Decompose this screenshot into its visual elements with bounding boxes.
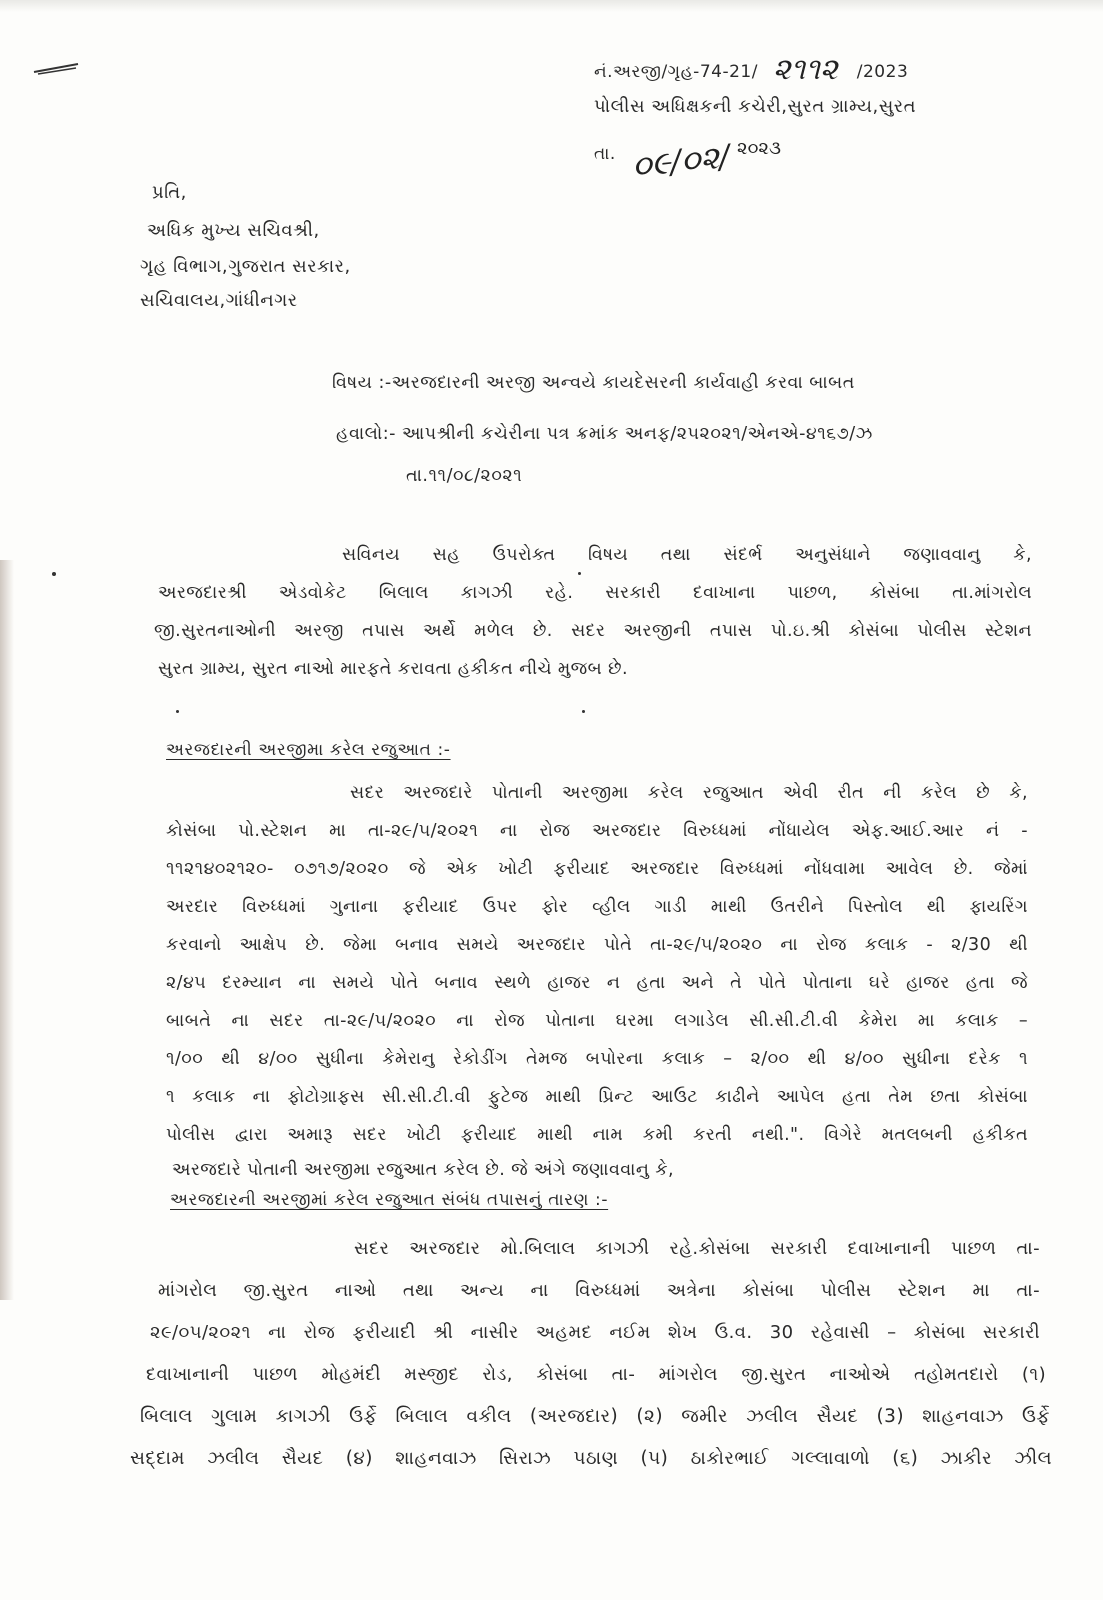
recipient-line: સચિવાલય,ગાંધીનગર xyxy=(140,290,298,311)
intro-line: જી.સુરતનાઓની અરજી તપાસ અર્થે મળેલ છે. સદર અરજીની તપાસ પો.ઇ.શ્રી કોસંબા પોલીસ સ્ટેશન xyxy=(154,621,1032,641)
section2-line: માંગરોલ જી.સુરત નાઓ તથા અન્ય ના વિરુધ્ધમાં અત્રેના કોસંબા પોલીસ સ્ટેશન મા તા- xyxy=(158,1280,1040,1301)
intro-line: સવિનય સહ ઉપરોક્ત વિષય તથા સંદર્ભ અનુસંધાને જણાવવાનુ કે, xyxy=(342,545,1032,565)
section2-line: સદર અરજદાર મો.બિલાલ કાગઝી રહે.કોસંબા સરકારી દવાખાનાની પાછળ તા- xyxy=(354,1238,1040,1259)
intro-line: અરજદારશ્રી એડવોકેટ બિલાલ કાગઝી રહે. સરકારી દવાખાના પાછળ, કોસંબા તા.માંગરોલ xyxy=(158,583,1032,603)
section1-heading: અરજદારની અરજીમા કરેલ રજુઆત :- xyxy=(166,740,451,760)
date-label: તા. xyxy=(594,144,616,164)
section1-line: બાબતે ના સદર તા-૨૯/૫/૨૦૨૦ ના રોજ પોતાના ઘરમા લગાડેલ સી.સી.ટી.વી કેમેરા મા કલાક – xyxy=(166,1011,1028,1031)
section1-line: સદર અરજદારે પોતાની અરજીમા કરેલ રજુઆત એવી રીત ની કરેલ છે કે, xyxy=(350,783,1028,803)
office-name: પોલીસ અધિક્ષકની કચેરી,સુરત ગ્રામ્ય,સુરત xyxy=(594,96,917,117)
intro-line: સુરત ગ્રામ્ય, સુરત નાઓ મારફતે કરાવતા હકીકત નીચે મુજબ છે. xyxy=(158,659,628,679)
section1-paragraph xyxy=(166,774,1028,1186)
section1-line: અરજદારે પોતાની અરજીમા રજુઆત કરેલ છે. જે અંગે જણાવવાનુ કે, xyxy=(172,1160,674,1180)
date-handwritten: ૦૯/૦૨/ xyxy=(630,136,732,186)
section1-line: ૧ કલાક ના ફોટોગ્રાફસ સી.સી.ટી.વી ફુટેજ માથી પ્રિન્ટ આઉટ કાઢીને આપેલ હતા તેમ છતા કોસંબા xyxy=(166,1087,1028,1107)
reference-year: /2023 xyxy=(856,62,909,82)
reference-line: હવાલો:- આપશ્રીની કચેરીના પત્ર ક્રમાંક અનફ/૨૫૨૦૨૧/એનએ-૪૧૬૭/ઝ xyxy=(336,424,873,444)
section2-heading: અરજદારની અરજીમાં કરેલ રજુઆત સંબંધ તપાસનું તારણ :- xyxy=(170,1190,609,1210)
reference-date: તા.૧૧/૦૮/૨૦૨૧ xyxy=(406,466,523,486)
section1-line: કરવાનો આક્ષેપ છે. જેમા બનાવ સમયે અરજદાર પોતે તા-૨૯/૫/૨૦૨૦ ના રોજ કલાક - ૨/30 થી xyxy=(166,935,1028,955)
section2-line: ૨૯/૦૫/૨૦૨૧ ના રોજ ફરીયાદી શ્રી નાસીર અહમદ નઈમ શેખ ઉ.વ. 30 રહેવાસી – કોસંબા સરકારી xyxy=(150,1322,1040,1343)
section1-line: ૨/૪૫ દરમ્યાન ના સમયે પોતે બનાવ સ્થળે હાજર ન હતા અને તે પોતે પોતાના ઘરે હાજર હતા જે xyxy=(166,973,1028,993)
section2-line: સદ્દામ ઝલીલ સૈયદ (૪) શાહનવાઝ સિરાઝ પઠાણ (૫) ઠાકોરભાઈ ગલ્લાવાળો (૬) ઝાકીર ઝીલ xyxy=(130,1448,1052,1469)
section1-line: કોસંબા પો.સ્ટેશન મા તા-૨૯/૫/૨૦૨૧ ના રોજ અરજદાર વિરુધ્ધમાં નોંધાયેલ એફ.આઈ.આર નં - xyxy=(166,821,1028,841)
subject-line: વિષય :-અરજદારની અરજી અન્વયે કાયદેસરની કાર્યવાહી કરવા બાબત xyxy=(332,373,855,393)
section2-line: દવાખાનાની પાછળ મોહમંદી મસ્જીદ રોડ, કોસંબા તા- માંગરોલ જી.સુરત નાઓએ તહોમતદારો (૧) xyxy=(146,1364,1046,1385)
reference-number xyxy=(594,50,908,85)
recipient-line: ગૃહ વિભાગ,ગુજરાત સરકાર, xyxy=(140,256,351,277)
scan-left-shadow xyxy=(0,560,14,1300)
scan-speck xyxy=(176,710,179,713)
section1-line: પોલીસ દ્વારા અમારૂ સદર ખોટી ફરીયાદ માથી નામ કમી કરતી નથી.". વિગેરે મતલબની હકીકત xyxy=(166,1125,1028,1145)
section2-paragraph xyxy=(130,1228,1052,1480)
recipient-line: અધિક મુખ્ય સચિવશ્રી, xyxy=(147,220,320,241)
reference-handwritten: ૨૧૧૨ xyxy=(773,52,838,87)
recipient-line: પ્રતિ, xyxy=(152,182,187,203)
scan-speck xyxy=(52,572,56,576)
scan-speck xyxy=(582,710,585,713)
intro-paragraph xyxy=(154,536,1032,688)
reference-prefix: નં.અરજી/ગૃહ-74-21/ xyxy=(594,62,758,82)
margin-pen-mark xyxy=(32,62,80,76)
section1-line: અરદાર વિરુધ્ધમાં ગુનાના ફરીયાદ ઉપર ફોર વ્હીલ ગાડી માથી ઉતરીને પિસ્તોલ થી ફાયરિંગ xyxy=(166,897,1028,917)
section1-line: ૧૧૨૧૪૦૨૧૨૦- ૦૭૧૭/૨૦૨૦ જે એક ખોટી ફરીયાદ અરજદાર વિરુધ્ધમાં નોંધવામા આવેલ છે. જેમાં xyxy=(166,859,1028,879)
section2-line: બિલાલ ગુલામ કાગઝી ઉર્ફે બિલાલ વકીલ (અરજદાર) (૨) જમીર ઝલીલ સૈયદ (3) શાહનવાઝ ઉર્ફે xyxy=(140,1406,1050,1427)
date-year: ૨૦૨૩ xyxy=(737,138,781,159)
section1-line: ૧/૦૦ થી ૪/૦૦ સુધીના કેમેરાનુ રેકોડીંગ તેમજ બપોરના કલાક – ૨/૦૦ થી ૪/૦૦ સુધીના દરેક ૧ xyxy=(166,1049,1028,1069)
scan-top-edge xyxy=(0,0,1103,12)
